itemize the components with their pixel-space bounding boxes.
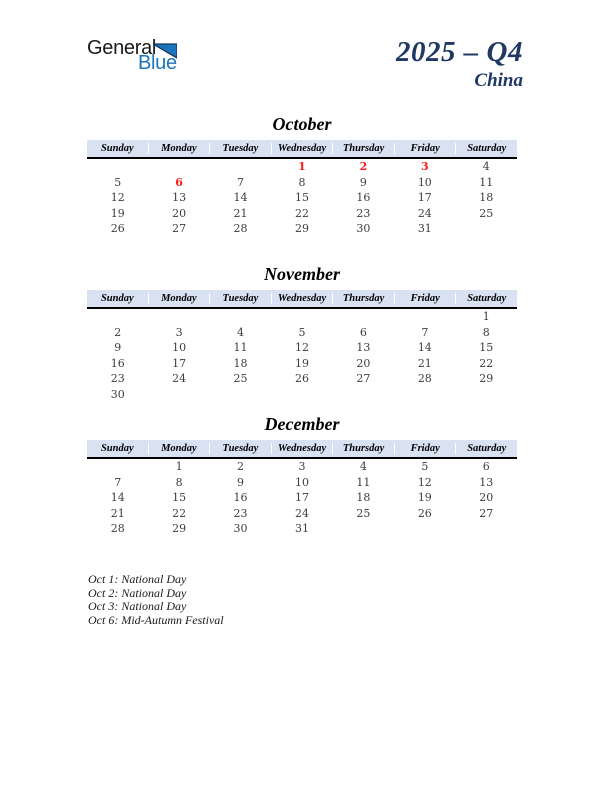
date-cell: 27 [172, 222, 187, 235]
date-cell: 30 [233, 522, 248, 535]
page-subtitle-country: China [474, 70, 523, 91]
date-cell: 22 [294, 206, 309, 220]
date-cell: 29 [479, 372, 494, 385]
date-cell: 16 [233, 491, 248, 504]
date-cell: 15 [172, 491, 187, 504]
day-header-row [87, 290, 517, 309]
date-cell: 21 [417, 356, 432, 370]
date-cell: 20 [172, 206, 187, 220]
date-cell: 19 [417, 491, 432, 504]
date-cell: 7 [421, 325, 429, 339]
date-cell: 17 [294, 491, 309, 504]
date-cell: 8 [175, 475, 183, 489]
day-header-wednesday: Wednesday [271, 143, 333, 154]
empty-date-cell [87, 159, 148, 175]
date-cell: 28 [110, 522, 125, 535]
week-row [87, 371, 517, 387]
date-cell: 1 [298, 160, 306, 173]
date-cell: 2 [114, 325, 122, 339]
weeks-grid [87, 159, 517, 237]
date-cell: 10 [417, 175, 432, 189]
empty-date-cell [148, 387, 209, 403]
date-cell: 12 [294, 341, 309, 354]
date-cell: 14 [417, 341, 432, 354]
date-cell: 13 [479, 475, 494, 489]
date-cell: 5 [421, 460, 429, 473]
date-cell: 6 [359, 325, 367, 339]
empty-date-cell [456, 521, 517, 537]
date-cell: 10 [294, 475, 309, 489]
empty-date-cell [456, 221, 517, 237]
empty-date-cell [148, 159, 209, 175]
date-cell: 29 [172, 522, 187, 535]
date-cell: 15 [479, 341, 494, 354]
week-row [87, 521, 517, 537]
date-cell: 21 [233, 206, 248, 220]
date-cell: 17 [172, 356, 187, 370]
date-cell: 11 [233, 341, 248, 354]
date-cell: 18 [233, 356, 248, 370]
date-cell: 19 [110, 206, 125, 220]
date-cell: 9 [114, 341, 122, 354]
week-row [87, 459, 517, 475]
date-cell: 24 [417, 206, 432, 220]
date-cell: 10 [172, 341, 187, 354]
date-cell: 26 [294, 372, 309, 385]
week-row [87, 221, 517, 237]
month-december [87, 412, 517, 537]
day-header-saturday: Saturday [455, 143, 517, 154]
day-header-sunday: Sunday [100, 143, 134, 154]
week-row [87, 356, 517, 372]
date-cell: 19 [294, 356, 309, 370]
day-header-wednesday: Wednesday [271, 293, 333, 304]
date-cell: 23 [233, 506, 248, 520]
day-header-friday: Friday [394, 143, 456, 154]
date-cell: 31 [417, 222, 432, 235]
date-cell: 17 [417, 191, 432, 204]
empty-date-cell [148, 309, 209, 325]
empty-date-cell [87, 459, 148, 475]
empty-date-cell [394, 387, 455, 403]
date-cell: 27 [356, 372, 371, 385]
day-header-thursday: Thursday [332, 293, 394, 304]
date-cell: 15 [294, 191, 309, 204]
date-cell: 25 [479, 206, 494, 220]
date-cell: 8 [482, 325, 490, 339]
general-blue-logo [87, 38, 207, 82]
date-cell: 23 [356, 206, 371, 220]
date-cell: 11 [479, 175, 494, 189]
date-cell: 6 [482, 460, 490, 473]
date-cell: 20 [479, 491, 494, 504]
weeks-grid [87, 309, 517, 402]
date-cell: 5 [114, 175, 122, 189]
logo-word-general: General [87, 37, 157, 59]
empty-date-cell [394, 521, 455, 537]
date-cell: 28 [417, 372, 432, 385]
date-cell: 30 [356, 222, 371, 235]
month-november [87, 262, 517, 402]
week-row [87, 340, 517, 356]
date-cell: 24 [294, 506, 309, 520]
date-cell: 4 [482, 160, 490, 173]
date-cell: 26 [417, 506, 432, 520]
week-row [87, 159, 517, 175]
date-cell: 13 [172, 191, 187, 204]
empty-date-cell [210, 309, 271, 325]
date-cell: 14 [110, 491, 125, 504]
date-cell: 9 [359, 175, 367, 189]
week-row [87, 506, 517, 522]
month-october [87, 112, 517, 237]
date-cell: 16 [356, 191, 371, 204]
date-cell: 12 [417, 475, 432, 489]
date-cell: 28 [233, 222, 248, 235]
month-title: December [264, 414, 340, 434]
date-cell: 22 [172, 506, 187, 520]
date-cell: 7 [114, 475, 122, 489]
day-header-sunday: Sunday [100, 443, 134, 454]
empty-date-cell [333, 387, 394, 403]
day-header-saturday: Saturday [455, 293, 517, 304]
date-cell: 12 [110, 191, 125, 204]
empty-date-cell [271, 309, 332, 325]
date-cell: 3 [420, 160, 429, 173]
note-line: Oct 1: National Day [88, 572, 187, 586]
week-row [87, 309, 517, 325]
week-row [87, 475, 517, 491]
day-header-tuesday: Tuesday [209, 443, 271, 454]
date-cell: 21 [110, 506, 125, 520]
date-cell: 23 [110, 372, 125, 385]
day-header-tuesday: Tuesday [209, 293, 271, 304]
date-cell: 9 [237, 475, 245, 489]
weeks-grid [87, 459, 517, 537]
document-title-block [396, 36, 523, 92]
date-cell: 25 [233, 372, 248, 385]
day-header-friday: Friday [394, 293, 456, 304]
day-header-saturday: Saturday [455, 443, 517, 454]
date-cell: 22 [479, 356, 494, 370]
empty-date-cell [456, 387, 517, 403]
day-header-thursday: Thursday [332, 443, 394, 454]
month-title: November [264, 264, 340, 284]
week-row [87, 325, 517, 341]
holiday-notes [88, 573, 224, 628]
date-cell: 7 [237, 175, 245, 189]
date-cell: 30 [110, 387, 125, 401]
date-cell: 6 [175, 175, 183, 189]
date-cell: 27 [479, 506, 494, 520]
date-cell: 20 [356, 356, 371, 370]
page-title: 2025 – Q4 [396, 36, 523, 68]
empty-date-cell [87, 309, 148, 325]
date-cell: 4 [237, 325, 245, 339]
empty-date-cell [271, 387, 332, 403]
empty-date-cell [394, 309, 455, 325]
date-cell: 4 [359, 460, 367, 473]
month-title: October [272, 114, 332, 134]
day-header-monday: Monday [148, 443, 210, 454]
week-row [87, 175, 517, 191]
date-cell: 8 [298, 175, 306, 189]
date-cell: 1 [175, 460, 183, 473]
date-cell: 2 [237, 460, 245, 473]
day-header-tuesday: Tuesday [209, 143, 271, 154]
empty-date-cell [210, 387, 271, 403]
date-cell: 3 [298, 460, 306, 473]
date-cell: 14 [233, 191, 248, 204]
date-cell: 2 [359, 160, 368, 173]
week-row [87, 490, 517, 506]
date-cell: 29 [294, 222, 309, 235]
note-line: Oct 2: National Day [88, 585, 187, 600]
day-header-sunday: Sunday [100, 293, 134, 304]
logo-word-blue: Blue [138, 52, 177, 74]
week-row [87, 206, 517, 222]
day-header-row [87, 140, 517, 159]
empty-date-cell [333, 521, 394, 537]
week-row [87, 387, 517, 403]
date-cell: 1 [482, 310, 490, 323]
date-cell: 26 [110, 222, 125, 235]
date-cell: 24 [172, 372, 187, 385]
date-cell: 11 [356, 475, 371, 489]
date-cell: 3 [175, 325, 183, 339]
date-cell: 5 [298, 325, 306, 339]
date-cell: 18 [356, 491, 371, 504]
date-cell: 13 [356, 341, 371, 354]
note-line: Oct 3: National Day [88, 599, 187, 614]
note-line: Oct 6: Mid-Autumn Festival [88, 613, 224, 628]
date-cell: 16 [110, 356, 125, 370]
empty-date-cell [210, 159, 271, 175]
day-header-row [87, 440, 517, 459]
day-header-wednesday: Wednesday [271, 443, 333, 454]
day-header-friday: Friday [394, 443, 456, 454]
week-row [87, 190, 517, 206]
date-cell: 18 [479, 191, 494, 204]
day-header-thursday: Thursday [332, 143, 394, 154]
day-header-monday: Monday [148, 143, 210, 154]
day-header-monday: Monday [148, 293, 210, 304]
date-cell: 25 [356, 506, 371, 520]
date-cell: 31 [294, 522, 309, 535]
empty-date-cell [333, 309, 394, 325]
